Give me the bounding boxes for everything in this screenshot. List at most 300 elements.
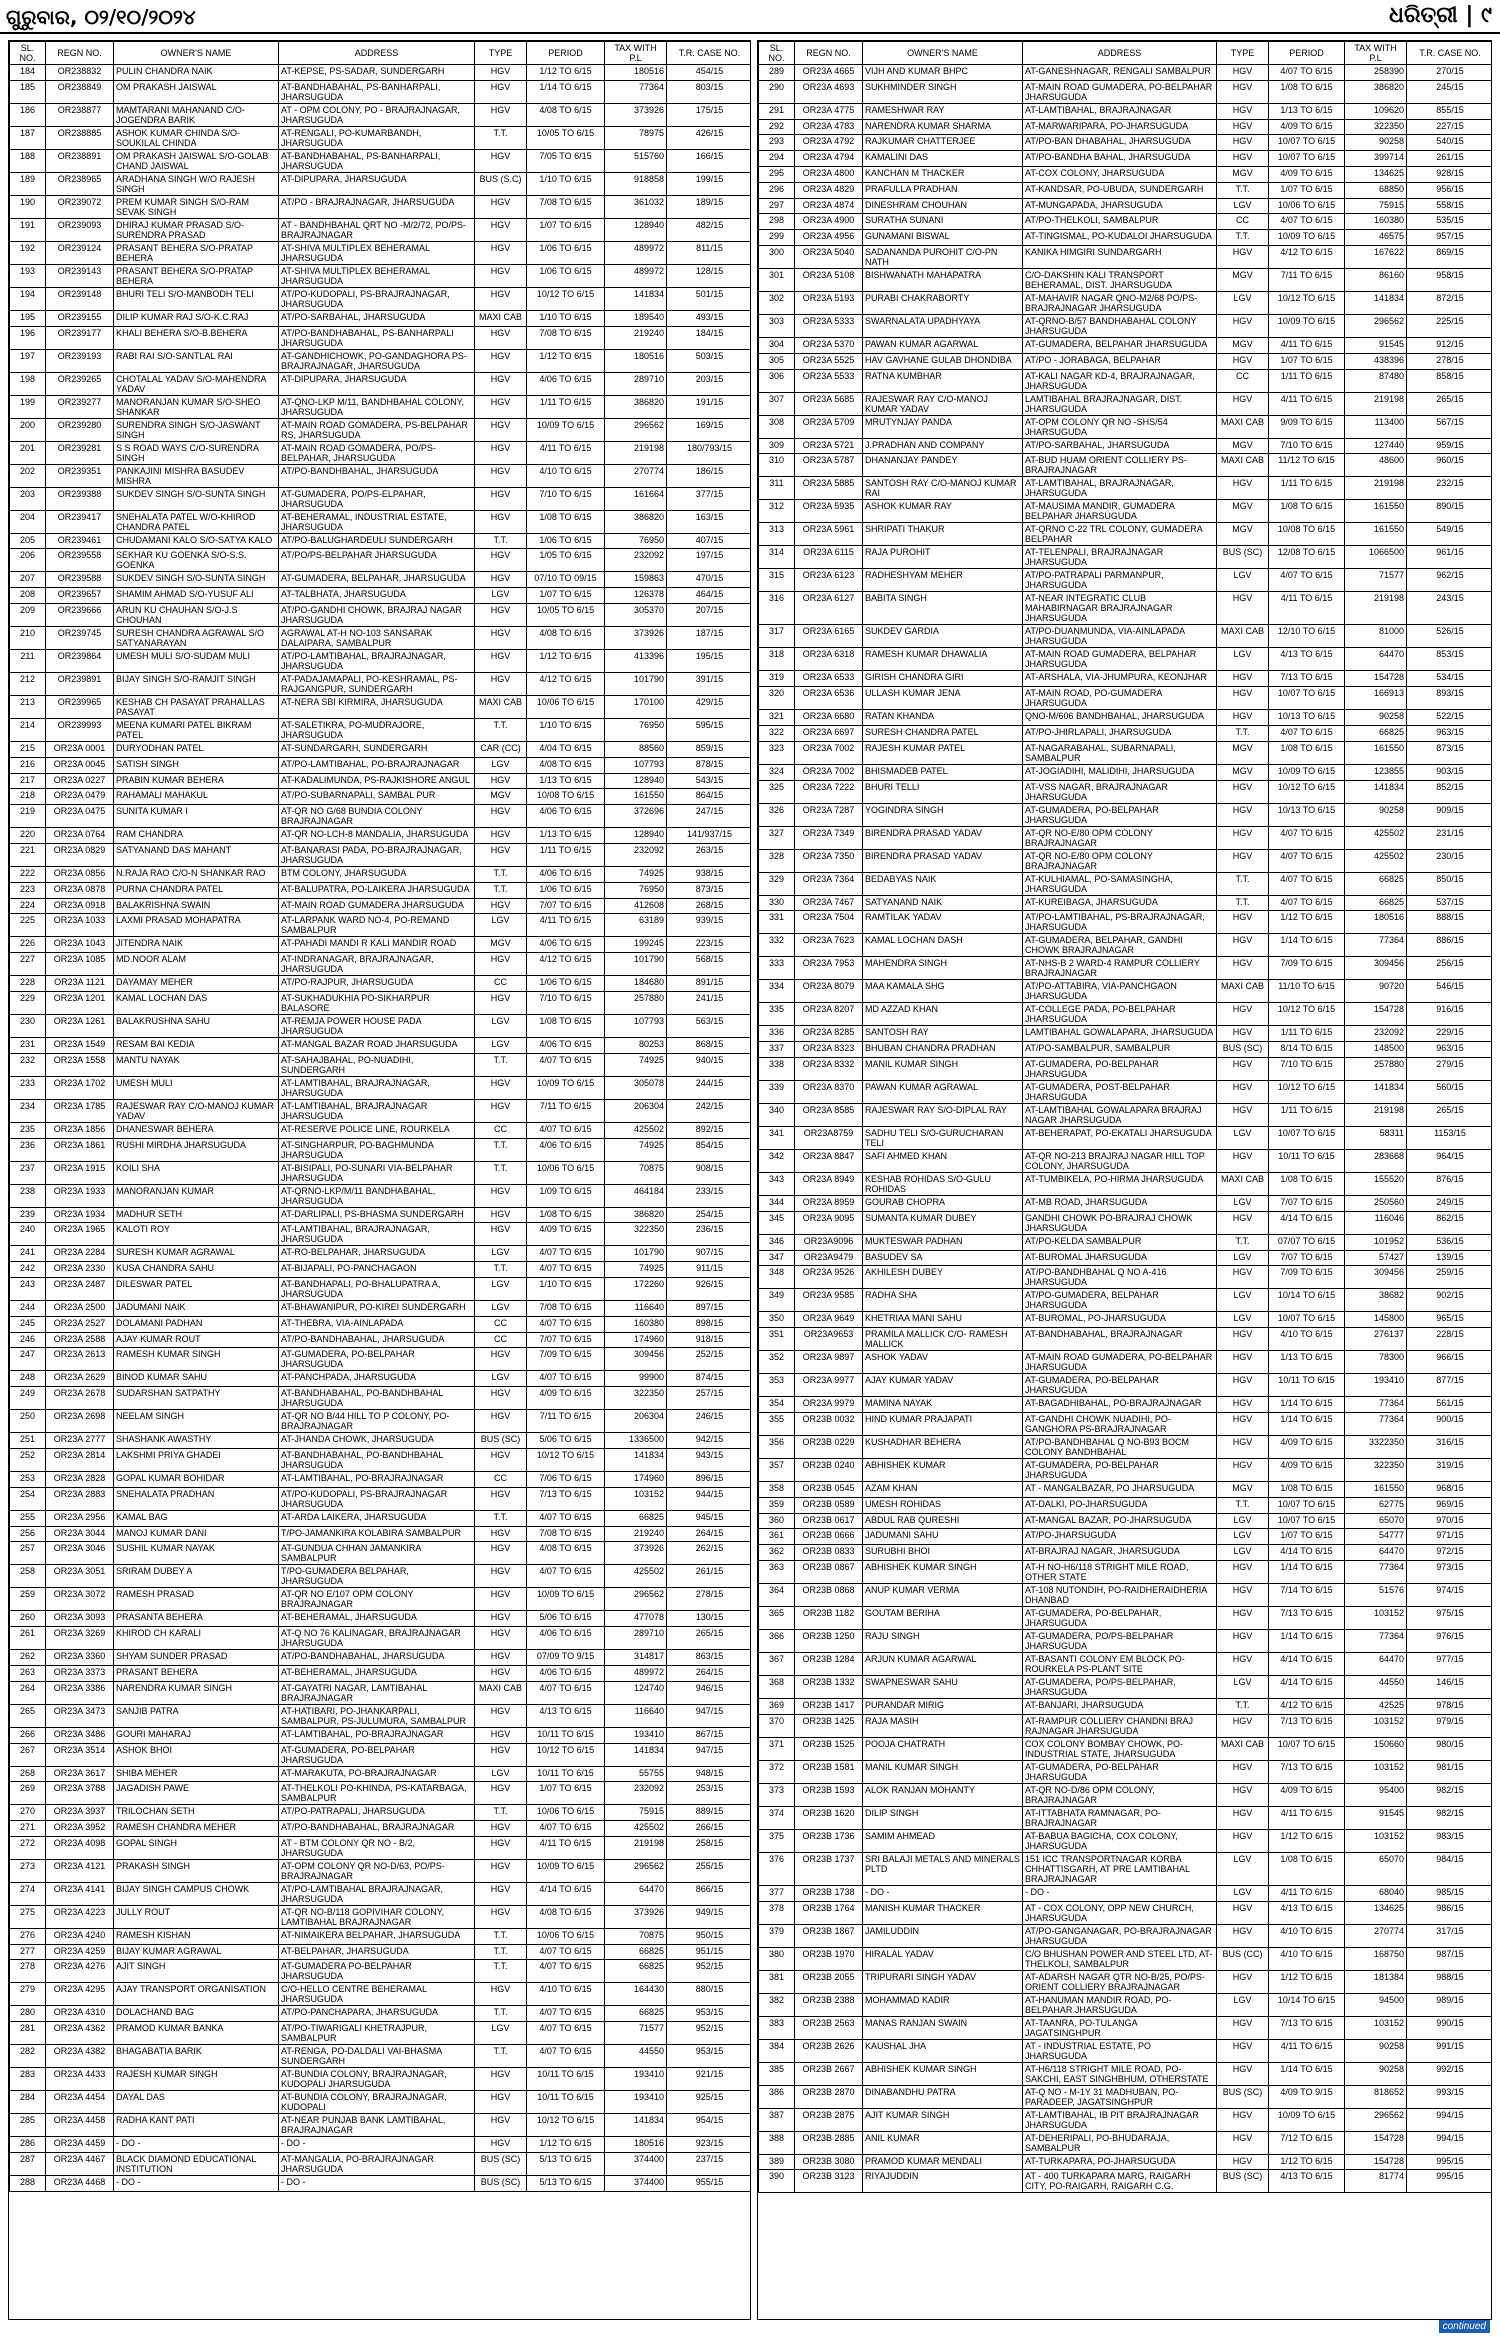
- cell-regn-no: OR23A 9095: [795, 1211, 863, 1234]
- cell-tr-case-no: 890/15: [1407, 500, 1493, 523]
- cell-type: HGV: [1217, 803, 1269, 826]
- cell-tr-case-no: 855/15: [1407, 103, 1493, 119]
- cell-address: AT-GUMADERA, PO/PS-BELPAHAR, JHARSUGUDA: [1023, 1675, 1217, 1698]
- cell-address: AT-MAIN ROAD GUMADERA, PO-BELPAHAR JHARSUGUDA: [1023, 80, 1217, 103]
- cell-owner-name: GOURI MAHARAJ: [114, 1727, 279, 1743]
- cell-tax-with-pl: 276137: [1345, 1328, 1407, 1351]
- table-row: [10, 218, 752, 241]
- cell-regn-no: OR23B 0617: [795, 1513, 863, 1529]
- cell-owner-name: BIJAY SINGH S/O-RAMJIT SINGH: [114, 672, 279, 695]
- cell-tax-with-pl: 314817: [605, 1650, 667, 1666]
- table-row: [759, 648, 1493, 671]
- cell-period: 1/05 TO 6/15: [527, 549, 605, 572]
- cell-tr-case-no: 965/15: [1407, 1312, 1493, 1328]
- cell-regn-no: OR23A 5787: [795, 454, 863, 477]
- cell-sl-no: 302: [759, 291, 795, 314]
- cell-sl-no: 225: [10, 914, 46, 937]
- cell-tax-with-pl: 78975: [605, 126, 667, 149]
- table-row: [10, 757, 752, 773]
- cell-type: HGV: [1217, 1149, 1269, 1172]
- cell-tr-case-no: 994/15: [1407, 2131, 1493, 2154]
- cell-period: 1/12 TO 6/15: [1269, 2154, 1345, 2170]
- cell-type: BUS (SC): [475, 2176, 527, 2192]
- table-row: [10, 914, 752, 937]
- table-row: [759, 369, 1493, 392]
- cell-period: 1/08 TO 6/15: [1269, 741, 1345, 764]
- cell-address: AT-LAMTIBAHAL, IB PIT BRAJRAJNAGAR JHARSUGUDA: [1023, 2108, 1217, 2131]
- cell-address: AT-NAGARABAHAL, SUBARNAPALI, SAMBALPUR: [1023, 741, 1217, 764]
- cell-sl-no: 266: [10, 1727, 46, 1743]
- cell-owner-name: JAGADISH PAWE: [114, 1782, 279, 1805]
- cell-address: C/O-HELLO CENTRE BEHERAMAL JHARSUGUDA: [279, 1983, 475, 2006]
- cell-period: 4/11 TO 6/15: [1269, 592, 1345, 625]
- cell-address: AT-MAHAVIR NAGAR QNO-M2/68 PO/PS-BRAJRAJNAGAR JHARSUGUDA: [1023, 291, 1217, 314]
- cell-regn-no: OR23A 1934: [46, 1207, 114, 1223]
- cell-sl-no: 283: [10, 2068, 46, 2091]
- cell-period: 07/07 TO 6/15: [1269, 1234, 1345, 1250]
- cell-period: 4/14 TO 6/15: [1269, 1675, 1345, 1698]
- cell-tax-with-pl: 107793: [605, 757, 667, 773]
- table-row: [10, 441, 752, 464]
- column-header-tr-case-no: T.R. CASE NO.: [667, 42, 752, 65]
- cell-tax-with-pl: 77364: [1345, 1629, 1407, 1652]
- cell-owner-name: SUNITA KUMAR I: [114, 805, 279, 828]
- table-row: [759, 1806, 1493, 1829]
- cell-regn-no: OR23A 1558: [46, 1053, 114, 1076]
- cell-sl-no: 330: [759, 895, 795, 911]
- cell-owner-name: - DO -: [114, 2176, 279, 2192]
- cell-type: HGV: [475, 626, 527, 649]
- cell-tax-with-pl: 296562: [1345, 2108, 1407, 2131]
- cell-period: 4/10 TO 6/15: [1269, 1947, 1345, 1970]
- cell-sl-no: 301: [759, 268, 795, 291]
- cell-type: HGV: [1217, 151, 1269, 167]
- cell-regn-no: OR23A 4783: [795, 119, 863, 135]
- cell-regn-no: OR23A 6536: [795, 687, 863, 710]
- table-row: [759, 438, 1493, 454]
- cell-owner-name: SHAMIM AHMAD S/O-YUSUF ALI: [114, 588, 279, 604]
- cell-owner-name: RAJU SINGH: [863, 1629, 1023, 1652]
- cell-owner-name: AJAY KUMAR ROUT: [114, 1332, 279, 1348]
- cell-owner-name: PRASANT BEHERA S/O-PRATAP BEHERA: [114, 264, 279, 287]
- cell-owner-name: BALAKRUSHNA SAHU: [114, 1014, 279, 1037]
- cell-address: AT-BUROMAL JHARSUGUDA: [1023, 1250, 1217, 1266]
- cell-sl-no: 189: [10, 172, 46, 195]
- table-row: [10, 533, 752, 549]
- cell-tr-case-no: 988/15: [1407, 1970, 1493, 1993]
- cell-type: HGV: [1217, 780, 1269, 803]
- cell-period: 4/07 TO 6/15: [527, 1122, 605, 1138]
- cell-tr-case-no: 253/15: [667, 1782, 752, 1805]
- cell-period: 10/12 TO 6/15: [527, 1743, 605, 1766]
- cell-address: AT-BEHERAPAT, PO-EKATALI JHARSUGUDA: [1023, 1126, 1217, 1149]
- cell-owner-name: KAMAL LOCHAN DASH: [863, 934, 1023, 957]
- cell-regn-no: OR23A 4098: [46, 1836, 114, 1859]
- cell-type: LGV: [475, 1371, 527, 1387]
- cell-owner-name: MAHENDRA SINGH: [863, 957, 1023, 980]
- cell-tr-case-no: 187/15: [667, 626, 752, 649]
- cell-period: 7/07 TO 6/15: [527, 1332, 605, 1348]
- cell-tax-with-pl: 399714: [1345, 151, 1407, 167]
- cell-type: CC: [1217, 214, 1269, 230]
- cell-period: 4/07 TO 6/15: [527, 1944, 605, 1960]
- cell-type: HGV: [475, 1836, 527, 1859]
- cell-type: LGV: [1217, 1312, 1269, 1328]
- cell-type: HGV: [1217, 1760, 1269, 1783]
- cell-sl-no: 235: [10, 1122, 46, 1138]
- cell-address: AT-MANGALIA, PO-BRAJRAJNAGAR JHARSUGUDA: [279, 2153, 475, 2176]
- cell-tax-with-pl: 128940: [605, 828, 667, 844]
- table-row: [759, 166, 1493, 182]
- cell-regn-no: OR239993: [46, 718, 114, 741]
- cell-address: AT-ARDA LAIKERA, JHARSUGUDA: [279, 1510, 475, 1526]
- cell-sl-no: 290: [759, 80, 795, 103]
- cell-tr-case-no: 203/15: [667, 372, 752, 395]
- table-row: [10, 953, 752, 976]
- cell-tr-case-no: 537/15: [1407, 895, 1493, 911]
- cell-address: AT-MAUSIMA MANDIR, GUMADERA BELPAHAR JHARSUGUDA: [1023, 500, 1217, 523]
- table-row: [10, 1681, 752, 1704]
- cell-address: AT-BUD HUAM ORIENT COLLIERY PS-BRAJRAJNAGAR: [1023, 454, 1217, 477]
- cell-sl-no: 207: [10, 572, 46, 588]
- cell-tr-case-no: 979/15: [1407, 1714, 1493, 1737]
- cell-sl-no: 289: [759, 65, 795, 81]
- cell-period: 1/11 TO 6/15: [1269, 1103, 1345, 1126]
- cell-tr-case-no: 947/15: [667, 1704, 752, 1727]
- cell-owner-name: BIRENDRA PRASAD YADAV: [863, 849, 1023, 872]
- table-row: [759, 353, 1493, 369]
- table-row: [10, 773, 752, 789]
- cell-owner-name: DINESHRAM CHOUHAN: [863, 198, 1023, 214]
- cell-address: AT-GUMADERA, BELPAHAR, JHARSUGUDA: [279, 572, 475, 588]
- cell-tr-case-no: 258/15: [667, 1836, 752, 1859]
- cell-tr-case-no: 503/15: [667, 349, 752, 372]
- cell-sl-no: 220: [10, 828, 46, 844]
- cell-type: HGV: [475, 1983, 527, 2006]
- cell-regn-no: OR239417: [46, 510, 114, 533]
- cell-tr-case-no: 897/15: [667, 1300, 752, 1316]
- cell-period: 10/07 TO 6/15: [1269, 1497, 1345, 1513]
- cell-type: HGV: [475, 1099, 527, 1122]
- cell-tax-with-pl: 95400: [1345, 1783, 1407, 1806]
- cell-address: AT-BAGADHIBAHAL, PO-BRAJRAJNAGAR: [1023, 1397, 1217, 1413]
- table-row: [10, 1184, 752, 1207]
- cell-period: 4/10 TO 6/15: [527, 1983, 605, 2006]
- cell-period: 1/14 TO 6/15: [1269, 2062, 1345, 2085]
- cell-owner-name: BHURI TELLI: [863, 780, 1023, 803]
- cell-tax-with-pl: 116046: [1345, 1211, 1407, 1234]
- cell-owner-name: AJAY KUMAR YADAV: [863, 1374, 1023, 1397]
- cell-owner-name: PURANDAR MIRIG: [863, 1698, 1023, 1714]
- cell-address: AT/PO-LAMTIBAHAL, PO-BRAJRAJNAGAR: [279, 757, 475, 773]
- cell-owner-name: UMESH MULI: [114, 1076, 279, 1099]
- cell-owner-name: RAMESH CHANDRA MEHER: [114, 1821, 279, 1837]
- cell-period: 1/06 TO 6/15: [527, 241, 605, 264]
- cell-tax-with-pl: 38682: [1345, 1289, 1407, 1312]
- cell-type: MAXI CAB: [1217, 415, 1269, 438]
- cell-type: T.T.: [475, 1960, 527, 1983]
- cell-owner-name: NARENDRA KUMAR SHARMA: [863, 119, 1023, 135]
- cell-owner-name: KHIROD CH KARALI: [114, 1627, 279, 1650]
- table-row: [10, 1448, 752, 1471]
- cell-period: 1/11 TO 6/15: [527, 395, 605, 418]
- cell-tax-with-pl: 270774: [605, 464, 667, 487]
- cell-tr-case-no: 175/15: [667, 103, 752, 126]
- cell-regn-no: OR239588: [46, 572, 114, 588]
- cell-tr-case-no: 947/15: [667, 1743, 752, 1766]
- cell-tax-with-pl: 477078: [605, 1611, 667, 1627]
- cell-tr-case-no: 245/15: [1407, 80, 1493, 103]
- table-row: [759, 1397, 1493, 1413]
- cell-tax-with-pl: 250560: [1345, 1195, 1407, 1211]
- table-row: [10, 588, 752, 604]
- table-row: [10, 1627, 752, 1650]
- cell-owner-name: SRIRAM DUBEY A: [114, 1565, 279, 1588]
- cell-owner-name: KALOTI ROY: [114, 1223, 279, 1246]
- cell-address: GANDHI CHOWK PO-BRAJRAJ CHOWK JHARSUGUDA: [1023, 1211, 1217, 1234]
- cell-tr-case-no: 968/15: [1407, 1481, 1493, 1497]
- cell-tr-case-no: 944/15: [667, 1487, 752, 1510]
- cell-address: AT-QR NO-B/118 GOPIVIHAR COLONY, LAMTIBAHAL BRAJRAJNAGAR: [279, 1905, 475, 1928]
- cell-address: AT-GANESHNAGAR, RENGALI SAMBALPUR: [1023, 65, 1217, 81]
- cell-sl-no: 227: [10, 953, 46, 976]
- table-row: [759, 1351, 1493, 1374]
- cell-tax-with-pl: 309456: [1345, 1266, 1407, 1289]
- cell-sl-no: 192: [10, 241, 46, 264]
- cell-regn-no: OR23A 1965: [46, 1223, 114, 1246]
- table-row: [10, 1387, 752, 1410]
- cell-regn-no: OR23A 4792: [795, 135, 863, 151]
- cell-period: 4/09 TO 9/15: [1269, 2085, 1345, 2108]
- cell-tr-case-no: 950/15: [667, 1928, 752, 1944]
- cell-sl-no: 231: [10, 1037, 46, 1053]
- cell-tax-with-pl: 145800: [1345, 1312, 1407, 1328]
- table-row: [759, 1560, 1493, 1583]
- cell-tax-with-pl: 193410: [605, 2068, 667, 2091]
- cell-regn-no: OR23A 1121: [46, 976, 114, 992]
- cell-sl-no: 338: [759, 1057, 795, 1080]
- cell-address: AT-GUMADERA, PO-BELPAHAR JHARSUGUDA: [1023, 1057, 1217, 1080]
- cell-tr-case-no: 907/15: [667, 1246, 752, 1262]
- cell-tr-case-no: 534/15: [1407, 671, 1493, 687]
- cell-owner-name: RAJESWAR RAY S/O-DIPLAL RAY: [863, 1103, 1023, 1126]
- cell-sl-no: 287: [10, 2153, 46, 2176]
- cell-owner-name: MEENA KUMARI PATEL BIKRAM PATEL: [114, 718, 279, 741]
- cell-period: 4/11 TO 6/15: [1269, 1885, 1345, 1901]
- cell-regn-no: OR23A 1856: [46, 1122, 114, 1138]
- cell-sl-no: 299: [759, 230, 795, 246]
- cell-type: HGV: [475, 843, 527, 866]
- cell-period: 1/13 TO 6/15: [527, 828, 605, 844]
- cell-regn-no: OR23A 7467: [795, 895, 863, 911]
- cell-period: 1/08 TO 6/15: [527, 1014, 605, 1037]
- cell-type: HGV: [1217, 1583, 1269, 1606]
- cell-address: AT-QR NO-E/80 OPM COLONY BRAJRAJNAGAR: [1023, 849, 1217, 872]
- cell-owner-name: BLACK DIAMOND EDUCATIONAL INSTITUTION: [114, 2153, 279, 2176]
- table-row: [10, 264, 752, 287]
- cell-address: AT/PO-SARBAHAL, JHARSUGUDA: [279, 310, 475, 326]
- cell-address: AT-KADALIMUNDA, PS-RAJKISHORE ANGUL: [279, 773, 475, 789]
- cell-tax-with-pl: 66825: [605, 2006, 667, 2022]
- cell-address: AT-GAYATRI NAGAR, LAMTIBAHAL BRAJRAJNAGAR: [279, 1681, 475, 1704]
- cell-owner-name: MOHAMMAD KADIR: [863, 1993, 1023, 2016]
- cell-period: 7/07 TO 6/15: [1269, 1195, 1345, 1211]
- cell-tax-with-pl: 413396: [605, 649, 667, 672]
- cell-regn-no: OR23B 2875: [795, 2108, 863, 2131]
- cell-address: AT/PO-BALUGHARDEULI SUNDERGARH: [279, 533, 475, 549]
- cell-owner-name: SWAPNESWAR SAHU: [863, 1675, 1023, 1698]
- cell-type: LGV: [475, 1037, 527, 1053]
- cell-address: AT/PO-KUDOPALI, PS-BRAJRAJNAGAR, JHARSUGUDA: [279, 287, 475, 310]
- cell-address: LAMTIBAHAL BRAJRAJNAGAR, DIST. JHARSUGUDA: [1023, 392, 1217, 415]
- cell-tax-with-pl: 219198: [605, 1836, 667, 1859]
- cell-tax-with-pl: 425502: [1345, 826, 1407, 849]
- cell-owner-name: ABDUL RAB QURESHI: [863, 1513, 1023, 1529]
- cell-type: HGV: [475, 441, 527, 464]
- cell-tr-case-no: 141/937/15: [667, 828, 752, 844]
- cell-type: BUS (S.C): [475, 172, 527, 195]
- cell-tax-with-pl: 258390: [1345, 65, 1407, 81]
- cell-period: 4/06 TO 6/15: [527, 805, 605, 828]
- table-row: [10, 1960, 752, 1983]
- cell-sl-no: 276: [10, 1928, 46, 1944]
- table-row: [759, 1250, 1493, 1266]
- cell-regn-no: OR23B 0032: [795, 1412, 863, 1435]
- cell-tax-with-pl: 489972: [605, 264, 667, 287]
- cell-sl-no: 261: [10, 1627, 46, 1650]
- cell-type: T.T.: [1217, 1497, 1269, 1513]
- cell-tr-case-no: 970/15: [1407, 1513, 1493, 1529]
- cell-sl-no: 366: [759, 1629, 795, 1652]
- cell-sl-no: 382: [759, 1993, 795, 2016]
- cell-sl-no: 268: [10, 1766, 46, 1782]
- cell-tr-case-no: 995/15: [1407, 2154, 1493, 2170]
- cell-period: 1/08 TO 6/15: [527, 510, 605, 533]
- cell-type: HGV: [475, 1542, 527, 1565]
- cell-type: LGV: [1217, 291, 1269, 314]
- cell-tax-with-pl: 101952: [1345, 1234, 1407, 1250]
- cell-sl-no: 296: [759, 182, 795, 198]
- cell-type: HGV: [475, 326, 527, 349]
- table-row: [10, 510, 752, 533]
- cell-regn-no: OR239093: [46, 218, 114, 241]
- column-header-regn-no: REGN NO.: [795, 42, 863, 65]
- cell-type: HGV: [1217, 245, 1269, 268]
- cell-tax-with-pl: 74925: [605, 1262, 667, 1278]
- column-header-period: PERIOD: [1269, 42, 1345, 65]
- cell-type: HGV: [475, 2114, 527, 2137]
- cell-regn-no: OR23A 4259: [46, 1944, 114, 1960]
- cell-owner-name: JITENDRA NAIK: [114, 937, 279, 953]
- cell-regn-no: OR23A 4454: [46, 2091, 114, 2114]
- cell-address: AT-RAMPUR COLLIERY CHANDNI BRAJ RAJNAGAR JHARSUGUDA: [1023, 1714, 1217, 1737]
- cell-type: T.T.: [475, 1053, 527, 1076]
- cell-owner-name: DILIP SINGH: [863, 1806, 1023, 1829]
- table-row: [10, 741, 752, 757]
- cell-regn-no: OR23A 4121: [46, 1859, 114, 1882]
- cell-type: HGV: [475, 805, 527, 828]
- cell-address: AT/PO-BANDHBAHAL, JHARSUGUDA: [279, 464, 475, 487]
- table-row: [759, 1852, 1493, 1885]
- cell-regn-no: OR23A 4874: [795, 198, 863, 214]
- cell-tax-with-pl: 180516: [605, 65, 667, 81]
- cell-tr-case-no: 811/15: [667, 241, 752, 264]
- cell-period: 1/11 TO 6/15: [1269, 369, 1345, 392]
- cell-sl-no: 375: [759, 1829, 795, 1852]
- cell-tr-case-no: 278/15: [667, 1588, 752, 1611]
- cell-address: AT-LAMTIBAHAL, PO-BRAJRAJNAGAR: [279, 1727, 475, 1743]
- cell-tax-with-pl: 425502: [1345, 849, 1407, 872]
- cell-tax-with-pl: 58311: [1345, 1126, 1407, 1149]
- cell-address: AT-QR NO-D/86 OPM COLONY, BRAJRAJNAGAR: [1023, 1783, 1217, 1806]
- cell-type: HGV: [1217, 477, 1269, 500]
- cell-type: LGV: [1217, 1289, 1269, 1312]
- cell-address: AT-PADAJAMAPALI, PO-KESHRAMAL, PS-RAJGANGPUR, SUNDERGARH: [279, 672, 475, 695]
- cell-sl-no: 343: [759, 1172, 795, 1195]
- cell-type: BUS (SC): [1217, 2085, 1269, 2108]
- cell-address: AT-MUNGAPADA, JHARSUGUDA: [1023, 198, 1217, 214]
- cell-type: T.T.: [1217, 230, 1269, 246]
- cell-owner-name: DHANESWAR BEHERA: [114, 1122, 279, 1138]
- table-row: [759, 1003, 1493, 1026]
- cell-address: AT-NEAR PUNJAB BANK LAMTIBAHAL, BRAJRAJNAGAR: [279, 2114, 475, 2137]
- cell-tr-case-no: 391/15: [667, 672, 752, 695]
- cell-tr-case-no: 992/15: [1407, 2062, 1493, 2085]
- cell-tax-with-pl: 81000: [1345, 625, 1407, 648]
- table-row: [10, 2022, 752, 2045]
- table-row: [10, 1805, 752, 1821]
- cell-address: AT-NIMAIKERA BELPAHAR, JHARSUGUDA: [279, 1928, 475, 1944]
- cell-tax-with-pl: 81774: [1345, 2170, 1407, 2193]
- cell-period: 4/09 TO 6/15: [1269, 1783, 1345, 1806]
- cell-tax-with-pl: 91545: [1345, 1806, 1407, 1829]
- cell-regn-no: OR23A 3373: [46, 1665, 114, 1681]
- cell-tax-with-pl: 180516: [605, 2137, 667, 2153]
- cell-sl-no: 254: [10, 1487, 46, 1510]
- cell-owner-name: ANUP KUMAR VERMA: [863, 1583, 1023, 1606]
- cell-address: AT-MARAKUTA, PO-BRAJRAJNAGAR: [279, 1766, 475, 1782]
- cell-tr-case-no: 896/15: [667, 1471, 752, 1487]
- cell-type: HGV: [1217, 2131, 1269, 2154]
- cell-period: 4/11 TO 6/15: [1269, 392, 1345, 415]
- cell-address: - DO -: [279, 2176, 475, 2192]
- cell-tax-with-pl: 289710: [605, 372, 667, 395]
- cell-address: AT-BANDHAPALI, PO-BHALUPATRA A, JHARSUGUDA: [279, 1277, 475, 1300]
- cell-type: HGV: [475, 672, 527, 695]
- cell-type: T.T.: [475, 1161, 527, 1184]
- table-row: [759, 1289, 1493, 1312]
- table-row: [759, 1195, 1493, 1211]
- cell-period: 10/09 TO 6/15: [527, 1859, 605, 1882]
- cell-address: AT-DIPUPARA, JHARSUGUDA: [279, 372, 475, 395]
- cell-owner-name: KHALI BEHERA S/O-B.BEHERA: [114, 326, 279, 349]
- table-row: [759, 872, 1493, 895]
- cell-sl-no: 230: [10, 1014, 46, 1037]
- cell-sl-no: 193: [10, 264, 46, 287]
- column-header-type: TYPE: [475, 42, 527, 65]
- cell-tr-case-no: 973/15: [1407, 1560, 1493, 1583]
- table-row: [759, 1583, 1493, 1606]
- cell-tax-with-pl: 74925: [605, 1138, 667, 1161]
- cell-sl-no: 380: [759, 1947, 795, 1970]
- cell-period: 4/08 TO 6/15: [527, 1905, 605, 1928]
- cell-type: T.T.: [1217, 1698, 1269, 1714]
- column-header-address: ADDRESS: [279, 42, 475, 65]
- cell-tax-with-pl: 232092: [605, 843, 667, 866]
- cell-address: AT-GANDHICHOWK, PO-GANDAGHORA PS-BRAJRAJNAGAR, JHARSUGUDA: [279, 349, 475, 372]
- cell-regn-no: OR23A 3044: [46, 1526, 114, 1542]
- cell-tax-with-pl: 3322350: [1345, 1435, 1407, 1458]
